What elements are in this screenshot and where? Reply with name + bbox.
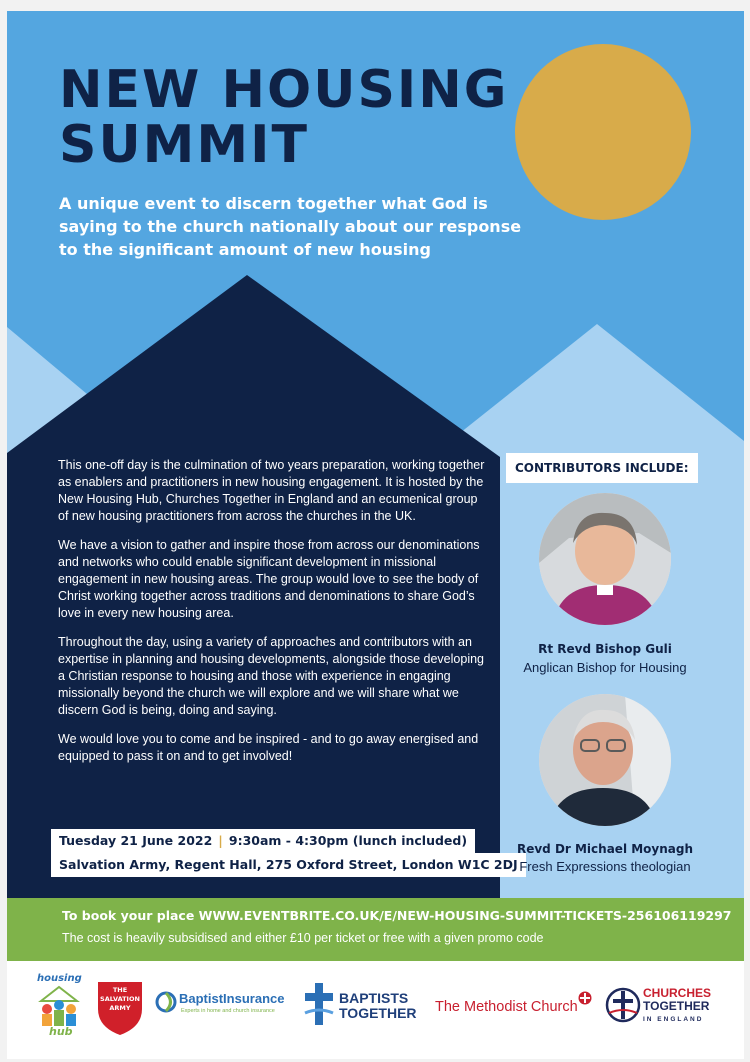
baptist-insurance-logo [155,989,295,1019]
baptists-together-text [339,991,417,1021]
partner-logos [7,961,744,1059]
event-venue: Salvation Army, Regent Hall, 275 Oxford Street, London W1C 2DJ [51,853,526,877]
detail-separator: | [218,833,223,848]
paragraph: Throughout the day, using a variety of approaches and contributors with an expertise in planning and housing developments, alongside those developing a Christian response to housing and those with experience in engaging missionally beyond the church we will explore and we will share what we discern God is being, doing and saying. [58,635,485,717]
globe-cross-icon [605,987,641,1023]
subtitle: A unique event to discern together what God is saying to the church nationally about our response to the significant amount of new housing [59,194,522,259]
contributor-name: Revd Dr Michael Moynagh [516,842,694,856]
poster [7,11,744,1059]
baptists-together-line: BAPTISTS [339,990,409,1006]
salvation-army-text [95,986,145,1013]
baptist-insurance-tagline: Experts in home and church insurance [181,1008,275,1014]
housing-hub-bottom-text: hub [49,1025,73,1038]
methodist-cross-icon [578,991,592,1005]
bishop-portrait-icon [539,493,671,625]
paragraph: We would love you to come and be inspired - and to go away energised and equipped to pass it on and to get involved! [58,732,479,763]
contributors-heading: CONTRIBUTORS INCLUDE: [506,453,698,483]
churches-together-text [643,987,711,1026]
event-time: 9:30am - 4:30pm (lunch included) [228,833,468,848]
salvation-army-logo [95,979,145,1037]
booking-note: The cost is heavily subsidised and either £10 per ticket or free with a given promo code [62,931,544,945]
contributor-photo [539,694,671,826]
baptists-together-line: TOGETHER [339,1005,417,1021]
baptist-insurance-name: BaptistInsurance [179,991,285,1006]
methodist-name: The Methodist Church [435,999,578,1015]
housing-hub-top-text: housing [37,973,82,984]
contributor-role: Fresh Expressions theologian [519,859,691,874]
booking-strip [7,898,744,961]
housing-hub-logo [35,969,85,1039]
event-date: Tuesday 21 June 2022 [59,833,213,848]
cross-icon [303,983,335,1025]
churches-together-line: TOGETHER [643,999,710,1013]
contributor-photo [539,493,671,625]
swirl-icon [155,991,177,1013]
event-description [58,457,486,777]
salvation-army-line: THE [112,986,128,994]
methodist-logo [435,991,595,1021]
page-title: NEW HOUSING SUMMIT [59,60,509,175]
contributor-role: Anglican Bishop for Housing [523,660,687,675]
paragraph: This one-off day is the culmination of two years preparation, working together as enablers and practitioners in new housing engagement. It is hosted by the New Housing Hub, Churches Together in England and an ecumenical group of new housing practitioners from across the churches in the UK. [58,458,485,523]
theologian-portrait-icon [539,694,671,826]
sun-circle [515,44,691,220]
salvation-army-line: ARMY [109,1004,131,1012]
churches-together-line: CHURCHES [643,986,712,1000]
paragraph: We have a vision to gather and inspire those from across our denominations and networks who could enable significant development in missional engagement in new housing areas. The group would love to see the body of Christ working together across traditions and denominations to share God’s love in every new housing area. [58,538,480,620]
booking-link[interactable]: To book your place WWW.EVENTBRITE.CO.UK/E/NEW-HOUSING-SUMMIT-TICKETS-256106119297 [62,908,732,923]
event-datetime [51,829,475,853]
churches-together-line: IN ENGLAND [643,1016,704,1023]
event-details [51,829,526,877]
salvation-army-line: SALVATION [100,995,140,1003]
churches-together-logo [605,983,725,1033]
contributor-name: Rt Revd Bishop Guli [538,642,672,656]
baptists-together-logo [303,983,423,1033]
